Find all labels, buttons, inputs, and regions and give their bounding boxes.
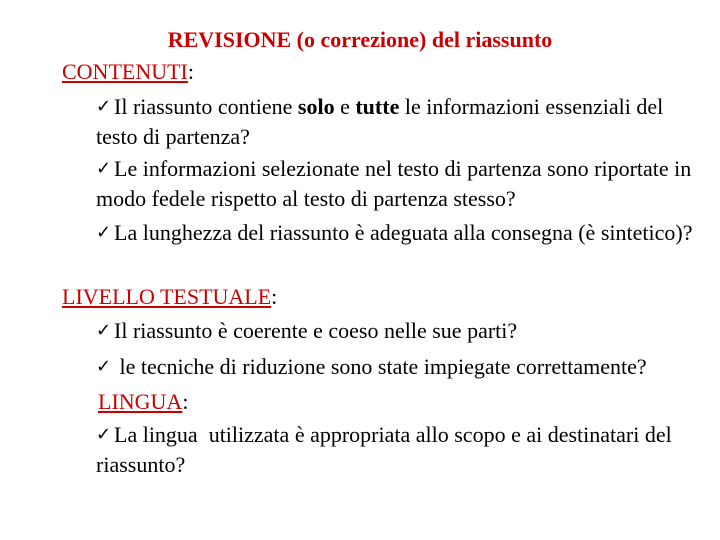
item-text-part: le informazioni essenziali del testo di partenza? xyxy=(96,94,664,149)
checklist-item-text: Le informazioni selezionate nel testo di partenza sono riportate in modo fedele rispetto al testo di partenza stesso? xyxy=(96,156,692,211)
checklist-item xyxy=(96,92,706,152)
item-text-emphasis: tutte xyxy=(355,94,400,119)
item-text-part: Il riassunto contiene xyxy=(114,94,298,119)
section-heading-label: LINGUA xyxy=(98,389,183,414)
page-title: REVISIONE (o correzione) del riassunto xyxy=(167,27,553,52)
checkmark-icon: ✓ xyxy=(96,356,112,377)
section-heading-contenuti xyxy=(62,58,194,86)
checklist-item xyxy=(96,218,706,248)
section-heading-colon: : xyxy=(187,59,194,84)
section-heading-livello-testuale xyxy=(62,283,277,311)
section-heading-label: LIVELLO TESTUALE xyxy=(62,284,272,309)
checkmark-icon: ✓ xyxy=(96,320,112,341)
checklist-item xyxy=(96,316,706,346)
checkmark-icon: ✓ xyxy=(96,222,112,243)
section-heading-lingua xyxy=(98,388,188,416)
checkmark-icon: ✓ xyxy=(96,96,112,117)
checklist-item-text: La lunghezza del riassunto è adeguata alla consegna (è sintetico)? xyxy=(114,220,693,245)
item-text-part: e xyxy=(334,94,356,119)
item-text-emphasis: solo xyxy=(297,94,335,119)
section-heading-colon: : xyxy=(271,284,278,309)
checklist-item-text: Il riassunto è coerente e coeso nelle sue parti? xyxy=(114,318,518,343)
checklist-item xyxy=(96,352,706,382)
section-heading-label: CONTENUTI xyxy=(62,59,188,84)
checklist-item xyxy=(96,420,706,480)
checkmark-icon: ✓ xyxy=(96,158,112,179)
checklist-item xyxy=(96,154,706,214)
checklist-item-text: La lingua utilizzata è appropriata allo scopo e ai destinatari del riassunto? xyxy=(96,422,678,477)
checklist-item-text xyxy=(96,94,663,149)
checkmark-icon: ✓ xyxy=(96,424,112,445)
section-heading-colon: : xyxy=(182,389,189,414)
checklist-item-text: le tecniche di riduzione sono state impiegate correttamente? xyxy=(114,354,647,379)
